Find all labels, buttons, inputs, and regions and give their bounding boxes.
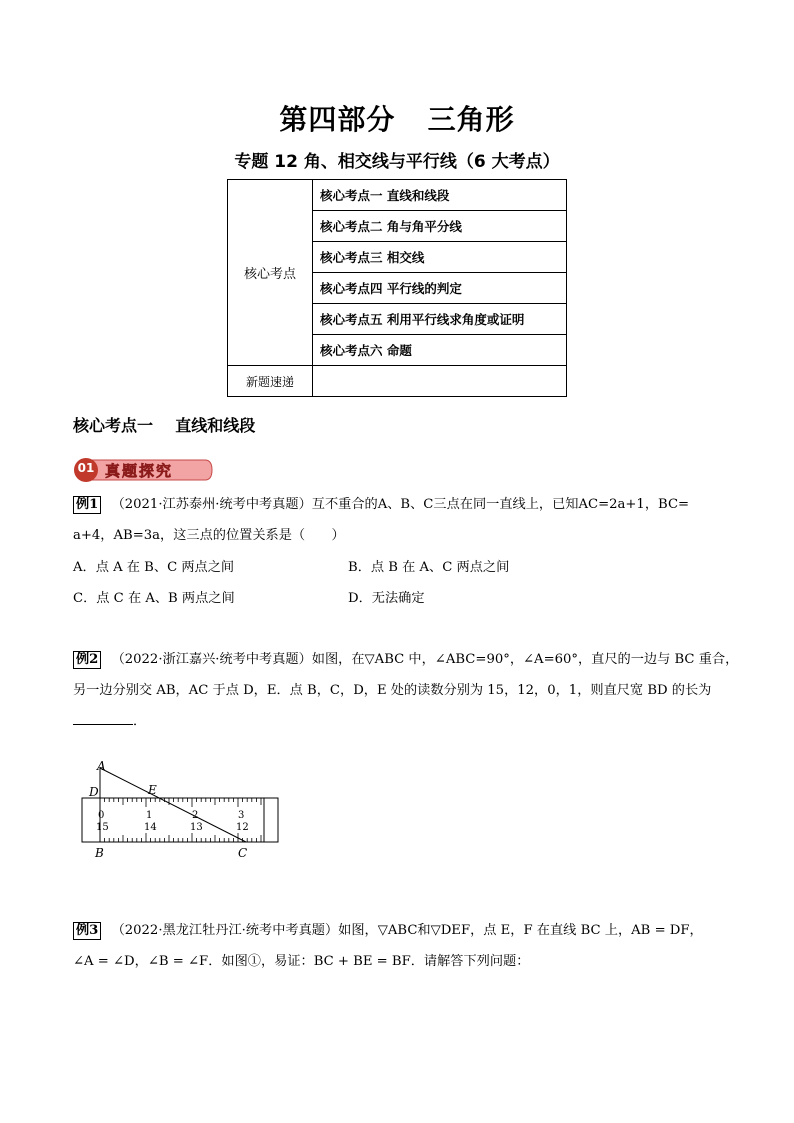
topic-title: 专题 12 角、相交线与平行线（6 大考点） bbox=[234, 152, 560, 172]
top-tick-0: 0 bbox=[98, 810, 105, 821]
example-1-line2: a+4，AB=3a，这三点的位置关系是（ ） bbox=[73, 528, 345, 543]
toc-item-5[interactable]: 核心考点五 利用平行线求角度或证明 bbox=[313, 304, 567, 335]
example-3-line1: 如图，▽ABC和▽DEF，点 E，F 在直线 BC 上，AB = DF， bbox=[338, 923, 703, 938]
example-1 bbox=[73, 489, 723, 551]
option-b[interactable]: B．点 B 在 A、C 两点之间 bbox=[348, 560, 510, 575]
example-2-line3-end: ． bbox=[133, 714, 147, 729]
label-c: C bbox=[238, 846, 248, 860]
banner-text: 真题探究 bbox=[105, 462, 174, 480]
toc-item-2[interactable]: 核心考点二 角与角平分线 bbox=[313, 211, 567, 242]
toc-item-3[interactable]: 核心考点三 相交线 bbox=[313, 242, 567, 273]
label-d: D bbox=[89, 785, 99, 799]
example-2-line2: 另一边分别交 AB，AC 于点 D，E．点 B，C，D，E 处的读数分别为 15，12，0，1，则直尺宽 BD 的长为 bbox=[73, 683, 712, 698]
toc-item-4[interactable]: 核心考点四 平行线的判定 bbox=[313, 273, 567, 304]
option-a[interactable]: A．点 A 在 B、C 两点之间 bbox=[73, 560, 235, 575]
example-2-source: （2022·浙江嘉兴·统考中考真题） bbox=[111, 652, 312, 667]
option-c[interactable]: C．点 C 在 A、B 两点之间 bbox=[73, 591, 235, 606]
example-2 bbox=[73, 644, 739, 737]
top-tick-1: 1 bbox=[146, 810, 153, 821]
label-b: B bbox=[95, 846, 104, 860]
example-1-tag: 例1 bbox=[73, 496, 101, 514]
example-3-line2: ∠A = ∠D，∠B = ∠F．如图①，易证：BC + BE = BF．请解答下列问题： bbox=[73, 954, 530, 969]
bottom-tick-15: 15 bbox=[96, 822, 109, 833]
label-e: E bbox=[148, 783, 157, 797]
toc-new-label: 新题速递 bbox=[228, 366, 313, 397]
example-3-source: （2022·黑龙江牡丹江·统考中考真题） bbox=[111, 923, 339, 938]
top-tick-3: 3 bbox=[238, 810, 245, 821]
toc-item-6[interactable]: 核心考点六 命题 bbox=[313, 335, 567, 366]
toc-table bbox=[227, 179, 567, 397]
example-2-tag: 例2 bbox=[73, 651, 101, 669]
top-tick-2: 2 bbox=[192, 810, 199, 821]
example-2-line1: 如图，在▽ABC 中，∠ABC=90°，∠A=60°，直尺的一边与 BC 重合， bbox=[311, 652, 739, 667]
example-1-source: （2021·江苏泰州·统考中考真题） bbox=[111, 497, 312, 512]
option-d[interactable]: D．无法确定 bbox=[348, 591, 425, 606]
part-title: 第四部分 三角形 bbox=[279, 103, 515, 136]
toc-item-1[interactable]: 核心考点一 直线和线段 bbox=[313, 180, 567, 211]
toc-new-cell bbox=[313, 366, 567, 397]
example-3-tag: 例3 bbox=[73, 922, 101, 940]
toc-core-label: 核心考点 bbox=[228, 180, 313, 366]
example-3 bbox=[73, 915, 733, 977]
example-1-line1: 互不重合的A、B、C三点在同一直线上，已知AC=2a+1，BC= bbox=[311, 497, 690, 512]
bottom-tick-14: 14 bbox=[144, 822, 157, 833]
answer-blank[interactable] bbox=[73, 710, 133, 725]
bottom-tick-13: 13 bbox=[190, 822, 203, 833]
ruler-figure bbox=[78, 758, 284, 860]
banner-number: 01 bbox=[77, 461, 95, 475]
ruler-body bbox=[82, 798, 278, 842]
section-banner bbox=[73, 457, 213, 483]
section-heading: 核心考点一 直线和线段 bbox=[73, 416, 256, 435]
label-a: A bbox=[97, 759, 106, 773]
bottom-tick-12: 12 bbox=[236, 822, 249, 833]
